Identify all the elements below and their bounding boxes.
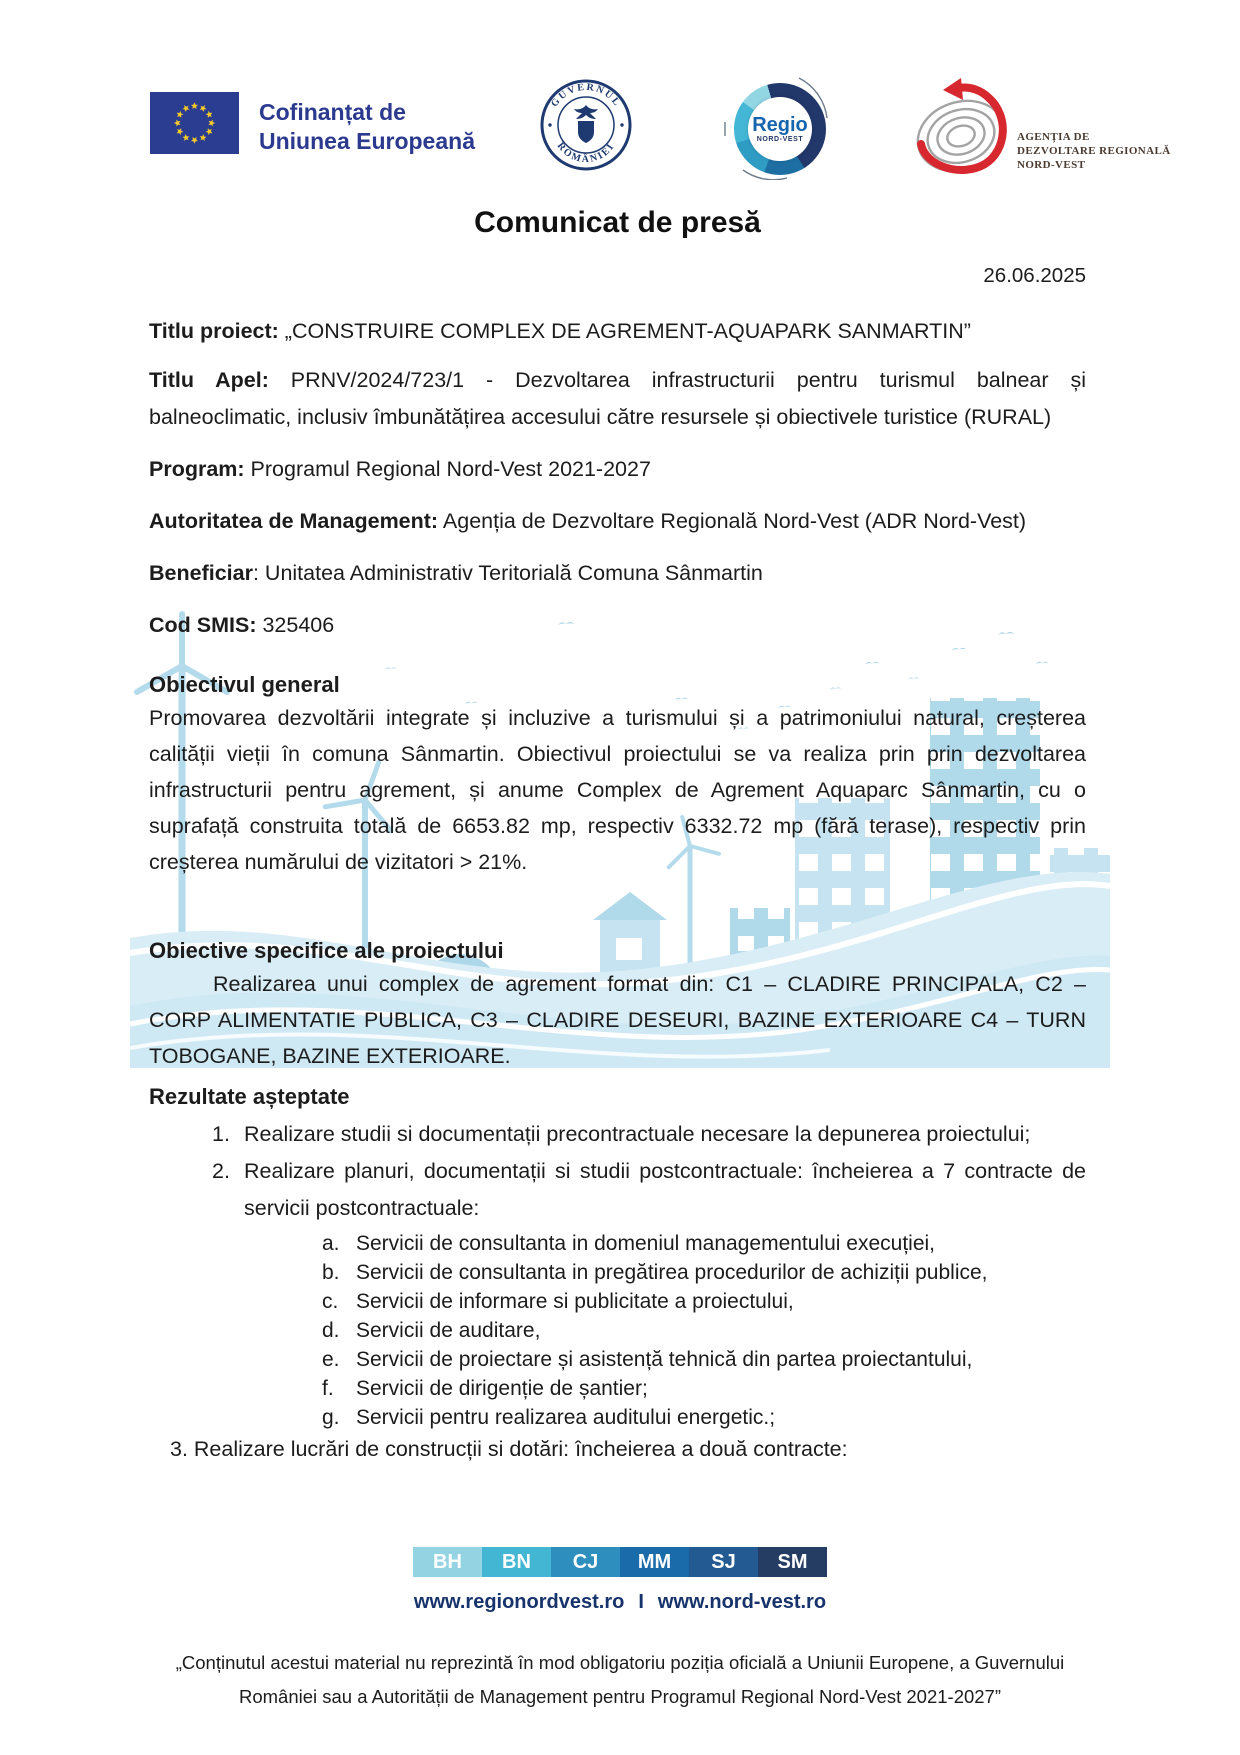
eu-flag-icon bbox=[150, 92, 239, 154]
county-badge-mm: MM bbox=[620, 1547, 689, 1577]
county-badge-bh: BH bbox=[413, 1547, 482, 1577]
county-badge-bn: BN bbox=[482, 1547, 551, 1577]
county-badge-cj: CJ bbox=[551, 1547, 620, 1577]
section-heading-obiectiv-general: Obiectivul general bbox=[149, 672, 340, 697]
list-item-marker: 2. bbox=[212, 1159, 230, 1183]
field-label: Titlu proiect: bbox=[149, 319, 279, 343]
page-title: Comunicat de presă bbox=[474, 206, 761, 239]
svg-text:ROMÂNIEI: ROMÂNIEI bbox=[554, 140, 618, 166]
field-label: Program: bbox=[149, 457, 245, 481]
eu-cofunded-text: Cofinanțat de Uniunea Europeană bbox=[259, 99, 475, 154]
regio-nord-vest-logo bbox=[721, 79, 831, 189]
list-item-marker: a. bbox=[322, 1232, 340, 1255]
list-item-marker: b. bbox=[322, 1261, 340, 1284]
eu-cofunded-logo bbox=[150, 92, 475, 156]
link-separator: I bbox=[638, 1591, 644, 1613]
document-date: 26.06.2025 bbox=[983, 264, 1086, 287]
list-item-marker: 1. bbox=[212, 1122, 230, 1146]
disclaimer-line-1: „Conținutul acestui material nu reprezintă în mod obligatoriu poziția oficială a Uniunii Europene, a Guvernului bbox=[175, 1652, 1065, 1673]
list-item-text: Servicii de auditare, bbox=[356, 1319, 541, 1342]
list-item-text: Realizare studii si documentații precontractuale necesare la depunerea proiectului; bbox=[244, 1122, 1031, 1146]
field-autoritate bbox=[149, 503, 1086, 540]
regio-ring-icon bbox=[734, 83, 826, 175]
section-body-obiective-specifice: Realizarea unui complex de agrement format din: C1 – CLADIRE PRINCIPALA, C2 – CORP ALIMENTATIE PUBLICA, C3 – CLADIRE DESEURI, BAZINE EXTERIOARE C4 – TURN TOBOGANE, BAZINE EXTERIOARE. bbox=[149, 972, 1086, 1068]
list-item-3: 3. Realizare lucrări de construcții si dotări: încheierea a două contracte: bbox=[170, 1437, 848, 1461]
field-value: Agenția de Dezvoltare Regională Nord-Vest (ADR Nord-Vest) bbox=[438, 509, 1027, 533]
adr-spiral-arrow-icon bbox=[905, 76, 1013, 180]
list-item-marker: d. bbox=[322, 1319, 340, 1342]
document-body bbox=[149, 0, 1086, 1466]
list-item-marker: c. bbox=[322, 1290, 339, 1313]
list-item bbox=[149, 1374, 1086, 1403]
list-item bbox=[149, 1287, 1086, 1316]
section-body-obiectiv-general: Promovarea dezvoltării integrate și incluzive a turismului și a patrimoniului natural, creșterea calității vieții în comuna Sânmartin. Obiectivul proiectului se va realiza prin prin dezvoltarea infrastructurii pentru agrement, și anume Complex de Agrement Aquaparc Sânmartin, cu o suprafață construita totală de 6653.82 mp, respectiv 6332.72 mp (fără terase), respectiv prin creșterea numărului de vizitatori > 21%. bbox=[149, 706, 1086, 874]
list-item bbox=[149, 1153, 1086, 1227]
section-heading-rezultate: Rezultate așteptate bbox=[149, 1084, 350, 1109]
list-item bbox=[149, 1316, 1086, 1345]
list-item-text: Servicii de proiectare și asistență tehnică din partea proiectantului, bbox=[356, 1348, 973, 1371]
services-lettered-list bbox=[149, 1229, 1086, 1432]
field-value: Programul Regional Nord-Vest 2021-2027 bbox=[244, 457, 651, 481]
list-item-text: Servicii de consultanta in pregătirea procedurilor de achiziții publice, bbox=[356, 1261, 988, 1284]
field-beneficiar bbox=[149, 555, 1086, 592]
list-item bbox=[149, 1116, 1086, 1153]
government-of-romania-seal-icon bbox=[540, 79, 632, 176]
list-item bbox=[149, 1258, 1086, 1287]
field-value: : Unitatea Administrativ Teritorială Comuna Sânmartin bbox=[252, 561, 763, 585]
field-value: „CONSTRUIRE COMPLEX DE AGREMENT-AQUAPARK SANMARTIN” bbox=[278, 319, 971, 343]
link-nord-vest[interactable]: www.nord-vest.ro bbox=[657, 1591, 827, 1613]
list-item-text: Servicii de consultanta in domeniul managementului execuției, bbox=[356, 1232, 935, 1255]
county-badge-sm: SM bbox=[758, 1547, 827, 1577]
link-regionordvest[interactable]: www.regionordvest.ro bbox=[413, 1591, 625, 1613]
field-label: Titlu Apel: bbox=[149, 368, 269, 392]
field-label: Beneficiar bbox=[149, 561, 253, 585]
adr-agency-name: AGENȚIA DE DEZVOLTARE REGIONALĂ NORD-VEST bbox=[1017, 131, 1171, 171]
field-value: 325406 bbox=[256, 613, 335, 637]
footer-links bbox=[0, 1591, 1240, 1614]
list-item bbox=[149, 1229, 1086, 1258]
section-heading-obiective-specifice: Obiective specifice ale proiectului bbox=[149, 938, 504, 963]
list-item-text: Servicii pentru realizarea auditului energetic.; bbox=[356, 1406, 776, 1429]
adr-nord-vest-logo bbox=[905, 76, 1215, 186]
list-item bbox=[149, 1403, 1086, 1432]
disclaimer-line-2: României sau a Autorității de Management pentru Programul Regional Nord-Vest 2021-2027” bbox=[238, 1686, 1002, 1707]
results-numbered-list bbox=[149, 1116, 1086, 1227]
regio-region-label: NORD-VEST bbox=[756, 136, 804, 143]
regio-wordmark: Regio bbox=[752, 114, 808, 136]
field-label: Autoritatea de Management: bbox=[149, 509, 439, 533]
county-codes-bar bbox=[413, 1547, 827, 1577]
field-cod-smis bbox=[149, 607, 1086, 644]
list-item-text: Servicii de dirigenție de șantier; bbox=[356, 1377, 648, 1400]
list-item-marker: e. bbox=[322, 1348, 340, 1371]
list-item-marker: f. bbox=[322, 1377, 334, 1400]
field-titlu-proiect bbox=[149, 313, 1086, 350]
footer-disclaimer bbox=[0, 1646, 1240, 1714]
field-value: PRNV/2024/723/1 - Dezvoltarea infrastructurii pentru turismul balnear și balneoclimatic, inclusiv îmbunătățirea accesului către resursele și obiectivele turistice (RURAL) bbox=[149, 368, 1086, 429]
list-item-marker: g. bbox=[322, 1406, 340, 1429]
field-label: Cod SMIS: bbox=[149, 613, 257, 637]
list-item-text: Realizare planuri, documentații si studii postcontractuale: încheierea a 7 contracte de servicii postcontractuale: bbox=[244, 1159, 1086, 1220]
svg-text:GUVERNUL: GUVERNUL bbox=[549, 81, 623, 110]
field-titlu-apel bbox=[149, 362, 1086, 436]
list-item bbox=[149, 1345, 1086, 1374]
list-item-text: Servicii de informare si publicitate a proiectului, bbox=[356, 1290, 794, 1313]
field-program bbox=[149, 451, 1086, 488]
county-badge-sj: SJ bbox=[689, 1547, 758, 1577]
